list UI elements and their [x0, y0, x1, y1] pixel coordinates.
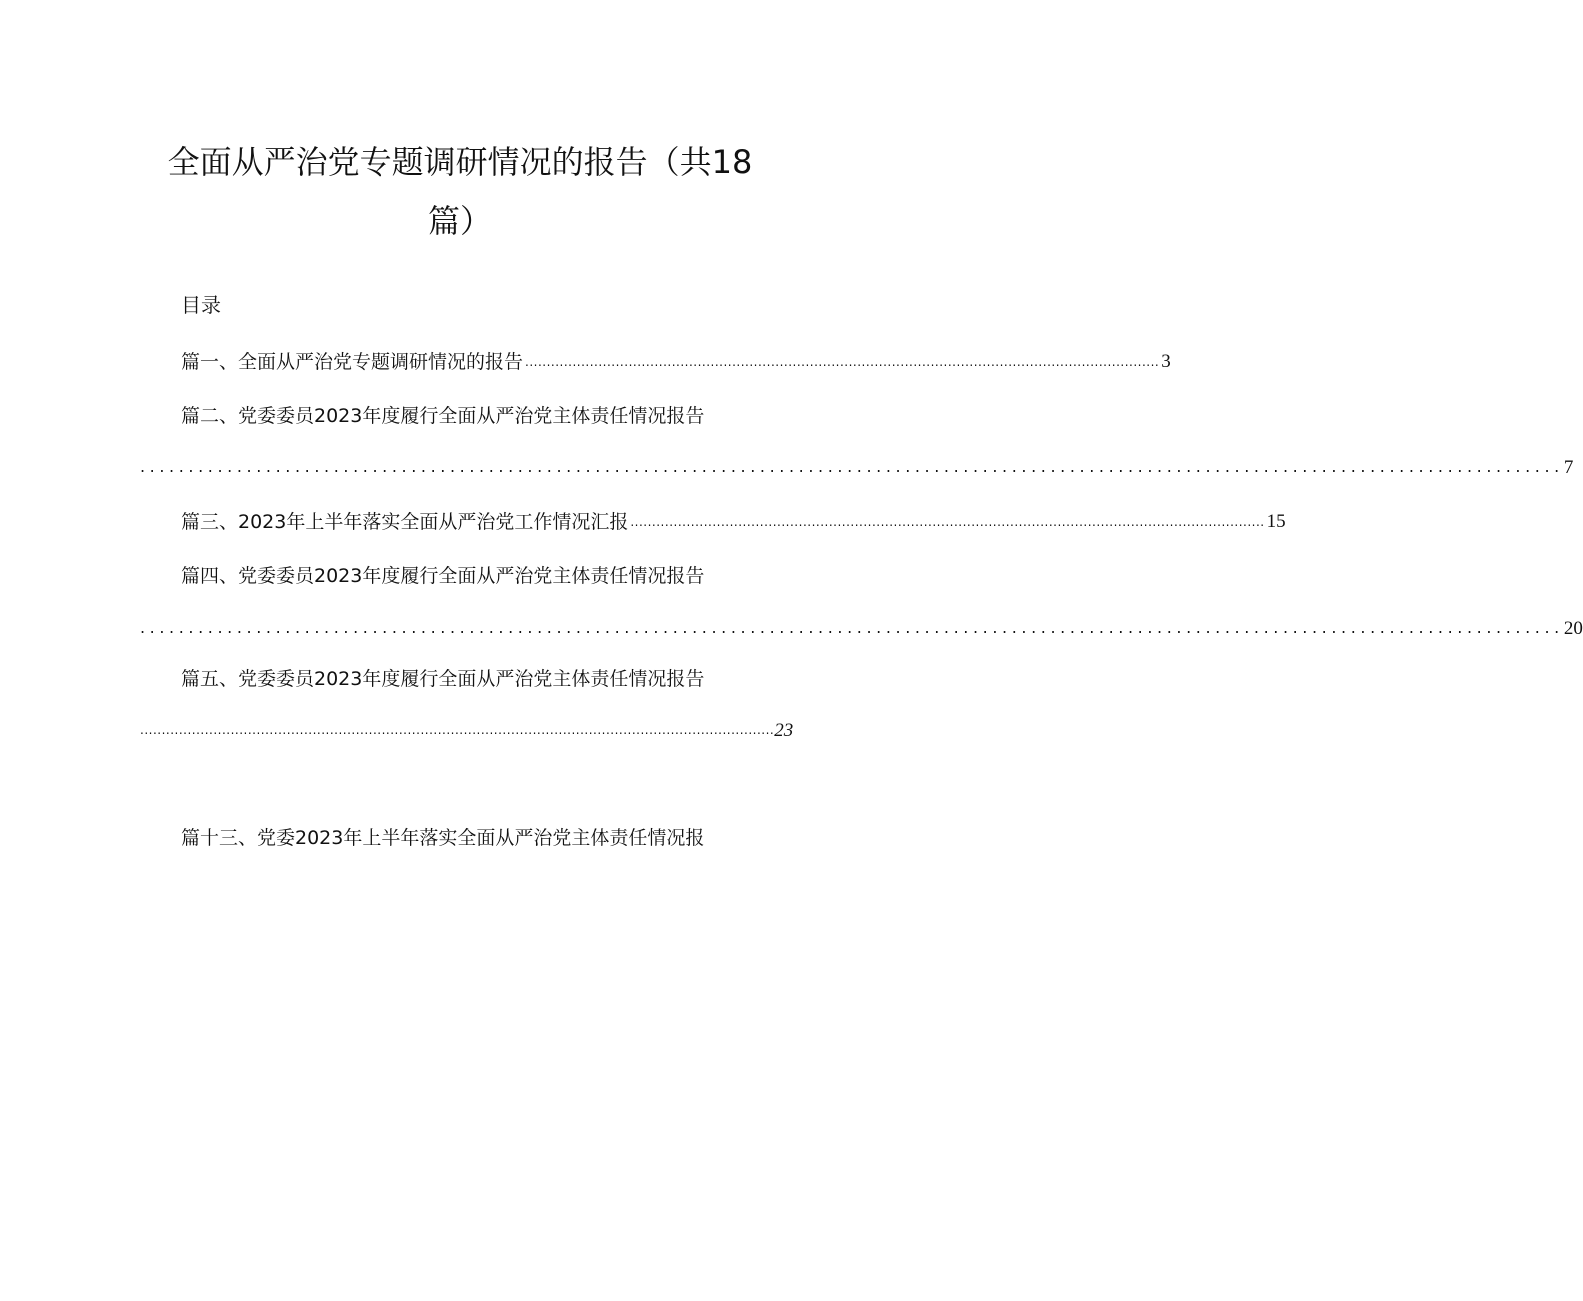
toc-page-number: 20	[1563, 618, 1583, 639]
toc-leader-dots: ...................................................................................................................................................	[140, 618, 1564, 637]
document-title-line-1: 全面从严治党专题调研情况的报告（共18	[167, 143, 753, 181]
toc-page-number: 7	[1563, 457, 1574, 478]
toc-entry-2[interactable]: 篇二、党委委员2023年度履行全面从严治党主体责任情况报告	[181, 405, 705, 427]
toc-heading: 目录	[181, 293, 221, 317]
toc-leader-dots: ...................................................................................................................................................	[630, 515, 1265, 529]
toc-entry-4-leader-row	[140, 614, 1583, 642]
toc-entry-label: 篇一、全面从严治党专题调研情况的报告	[181, 351, 524, 373]
toc-entry-label: 篇三、2023年上半年落实全面从严治党工作情况汇报	[181, 511, 629, 533]
toc-entry-1[interactable]	[181, 345, 1171, 375]
toc-leader-dots: ...................................................................................................................................................	[140, 723, 775, 737]
toc-entry-13[interactable]: 篇十三、党委2023年上半年落实全面从严治党主体责任情况报	[181, 827, 705, 849]
toc-leader-dots: ...................................................................................................................................................	[525, 355, 1160, 369]
toc-entry-2-leader-row	[140, 453, 1574, 481]
toc-entry-5[interactable]: 篇五、党委委员2023年度履行全面从严治党主体责任情况报告	[181, 668, 705, 690]
toc-leader-dots: ...................................................................................................................................................	[140, 457, 1564, 476]
document-title-line-2: 篇）	[427, 202, 492, 240]
toc-page-number: 15	[1266, 511, 1286, 532]
toc-page-number: 23	[774, 720, 794, 741]
toc-page-number: 3	[1161, 351, 1171, 372]
toc-entry-5-leader-row	[140, 716, 794, 744]
toc-entry-4[interactable]: 篇四、党委委员2023年度履行全面从严治党主体责任情况报告	[181, 565, 705, 587]
toc-entry-3[interactable]	[181, 505, 1286, 535]
